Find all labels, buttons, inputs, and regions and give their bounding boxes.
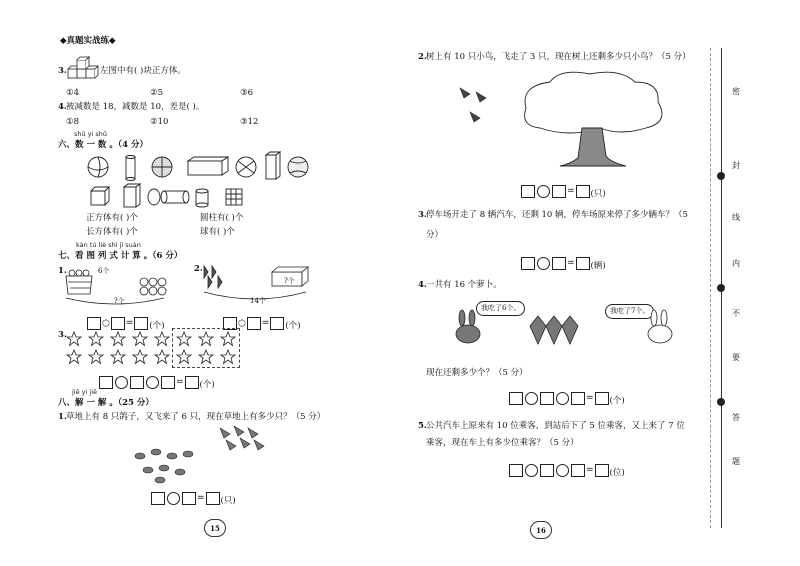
answer-box[interactable] bbox=[540, 392, 554, 405]
r-q4-text: 一共有 16 个萝卜。 bbox=[426, 280, 502, 290]
q3-option-3[interactable]: ③6 bbox=[240, 88, 254, 98]
operator-circle[interactable] bbox=[556, 392, 569, 405]
p3-number: 3. bbox=[58, 330, 67, 340]
r-q3-text-2: 分） bbox=[426, 230, 444, 240]
apples-figure bbox=[64, 270, 194, 312]
answer-box[interactable] bbox=[595, 392, 609, 405]
s8q1-text: 草地上有 8 只鸽子，又飞来了 6 只，现在草地上有多少只？（5 分） bbox=[66, 412, 326, 422]
answer-box[interactable] bbox=[161, 376, 175, 389]
p2-total-label: 14个 bbox=[250, 297, 266, 305]
answer-box[interactable] bbox=[247, 317, 261, 330]
answer-box[interactable] bbox=[151, 492, 165, 505]
seal-dot bbox=[717, 284, 725, 292]
answer-box[interactable] bbox=[576, 257, 590, 270]
answer-box[interactable] bbox=[111, 317, 125, 330]
p1-top-label: 6个 bbox=[98, 267, 110, 275]
stars-figure bbox=[64, 330, 244, 366]
p1-number: 1. bbox=[58, 266, 67, 276]
seal-char: 线 bbox=[732, 213, 740, 222]
answer-box[interactable] bbox=[540, 464, 554, 477]
answer-box[interactable] bbox=[521, 185, 535, 198]
rabbits-radishes-figure bbox=[450, 312, 690, 352]
operator-circle[interactable] bbox=[167, 492, 180, 505]
answer-box[interactable] bbox=[182, 492, 196, 505]
r-q2-text: 树上有 10 只小鸟，飞走了 3 只，现在树上还剩多少只小鸟？（5 分） bbox=[426, 52, 691, 62]
r-q3-equation: = (辆) bbox=[520, 253, 606, 272]
answer-box[interactable] bbox=[552, 185, 566, 198]
seal-dot bbox=[717, 398, 725, 406]
sec7-title: 七、看 图 列 式 计 算 。（6 分） bbox=[58, 251, 183, 261]
answer-box[interactable] bbox=[87, 317, 101, 330]
cube-stack-figure bbox=[66, 57, 100, 81]
pigeons-figure bbox=[130, 426, 280, 486]
answer-box[interactable] bbox=[270, 317, 284, 330]
flowers-figure bbox=[200, 262, 315, 300]
r-q2-equation: = (只) bbox=[520, 181, 606, 200]
tree-birds-figure bbox=[450, 68, 700, 172]
page-number-left bbox=[204, 519, 226, 537]
section-badge: ◆真题实战练◆ bbox=[60, 36, 116, 46]
p2-equation: ○ = (个) bbox=[222, 313, 301, 332]
q4-option-2[interactable]: ②10 bbox=[150, 117, 169, 127]
answer-box[interactable] bbox=[571, 392, 585, 405]
s8q1-unit: (只) bbox=[220, 496, 236, 506]
answer-box[interactable] bbox=[185, 376, 199, 389]
q4-text: 被减数是 18，减数是 10，差是( )。 bbox=[66, 102, 205, 112]
operator-circle[interactable] bbox=[537, 257, 550, 270]
seal-char: 答 bbox=[732, 413, 740, 422]
q4-number: 4. bbox=[58, 102, 67, 112]
p3-equation: = (个) bbox=[98, 372, 215, 391]
count-cuboid: 长方体有( )个 bbox=[86, 227, 138, 237]
p1-total-label: ?个 bbox=[114, 297, 125, 305]
sec8-pinyin: jiě yi jiě bbox=[72, 388, 98, 396]
seal-char: 要 bbox=[732, 353, 740, 362]
answer-box[interactable] bbox=[576, 185, 590, 198]
operator-circle[interactable] bbox=[146, 376, 159, 389]
r-q3-number: 3. bbox=[418, 210, 427, 220]
p2-unit: (个) bbox=[285, 321, 301, 331]
answer-box[interactable] bbox=[509, 464, 523, 477]
seal-char: 不 bbox=[732, 309, 740, 318]
answer-box[interactable] bbox=[206, 492, 220, 505]
s8q1-number: 1. bbox=[58, 412, 67, 422]
r-q4-ask: 现在还剩多少个？（5 分） bbox=[426, 368, 528, 378]
r-q5-text: 公共汽车上原来有 10 位乘客，到站后下了 5 位乘客，又上来了 7 位 bbox=[426, 421, 685, 431]
operator-circle[interactable] bbox=[115, 376, 128, 389]
q3-number: 3. bbox=[58, 66, 67, 76]
r-q3-text: 停车场开走了 8 辆汽车，还剩 10 辆，停车场原来停了多少辆车？（5 bbox=[426, 210, 688, 220]
q4-option-3[interactable]: ③12 bbox=[240, 117, 259, 127]
r-q5-text-2: 乘客，现在车上有多少位乘客？（5 分） bbox=[426, 438, 579, 448]
answer-box[interactable] bbox=[571, 464, 585, 477]
p2-number: 2. bbox=[194, 264, 203, 274]
q3-option-2[interactable]: ②5 bbox=[150, 88, 164, 98]
count-cube: 正方体有( )个 bbox=[86, 213, 138, 223]
p1-unit: (个) bbox=[149, 321, 165, 331]
speech-bubble-1: 我吃了6个。 bbox=[476, 301, 525, 316]
count-cylinder: 圆柱有( )个 bbox=[200, 213, 244, 223]
answer-box[interactable] bbox=[521, 257, 535, 270]
p1-equation: ○ = (个) bbox=[86, 313, 165, 332]
operator-circle[interactable] bbox=[525, 392, 538, 405]
page-number-right bbox=[530, 521, 552, 539]
q3-text: 左图中有( )块正方体。 bbox=[100, 66, 186, 76]
answer-box[interactable] bbox=[595, 464, 609, 477]
r-q4-number: 4. bbox=[418, 280, 427, 290]
r-q5-unit: (位) bbox=[609, 468, 625, 478]
sec8-title: 八、解 一 解 。（25 分） bbox=[58, 398, 154, 408]
operator-circle[interactable] bbox=[556, 464, 569, 477]
operator-circle[interactable] bbox=[525, 464, 538, 477]
speech-bubble-2: 我吃了7个。 bbox=[605, 304, 654, 319]
answer-box[interactable] bbox=[509, 392, 523, 405]
r-q2-unit: (只) bbox=[590, 189, 606, 199]
answer-box[interactable] bbox=[134, 317, 148, 330]
count-sphere: 球有( )个 bbox=[200, 227, 235, 237]
sec6-title: 六、数 一 数 。（4 分） bbox=[58, 140, 149, 150]
p3-unit: (个) bbox=[199, 380, 215, 390]
r-q4-equation: = (个) bbox=[508, 388, 625, 407]
page-number-right-text: 16 bbox=[536, 525, 546, 535]
r-q2-number: 2. bbox=[418, 52, 427, 62]
operator-circle[interactable] bbox=[537, 185, 550, 198]
q4-option-1[interactable]: ①8 bbox=[66, 117, 80, 127]
seal-dashed-line bbox=[710, 48, 711, 528]
r-q5-number: 5. bbox=[418, 421, 427, 431]
page-number-left-text: 15 bbox=[210, 523, 220, 533]
s8q1-equation: = (只) bbox=[150, 488, 236, 507]
seal-char: 封 bbox=[732, 161, 740, 170]
seal-char: 题 bbox=[732, 457, 740, 466]
r-q3-unit: (辆) bbox=[590, 261, 606, 271]
seal-char: 密 bbox=[732, 87, 740, 96]
answer-box[interactable] bbox=[552, 257, 566, 270]
r-q4-unit: (个) bbox=[609, 396, 625, 406]
seal-dot bbox=[717, 172, 725, 180]
answer-box[interactable] bbox=[130, 376, 144, 389]
shapes-figure bbox=[86, 153, 316, 213]
r-q5-equation: = (位) bbox=[508, 460, 625, 479]
q3-option-1[interactable]: ①4 bbox=[66, 88, 80, 98]
seal-char: 内 bbox=[732, 259, 740, 268]
sec7-pinyin: kàn tú liè shì jì suàn bbox=[76, 241, 141, 249]
sec6-pinyin: shǔ yi shǔ bbox=[74, 130, 108, 138]
answer-box[interactable] bbox=[99, 376, 113, 389]
p2-box-label: ?个 bbox=[284, 277, 295, 285]
